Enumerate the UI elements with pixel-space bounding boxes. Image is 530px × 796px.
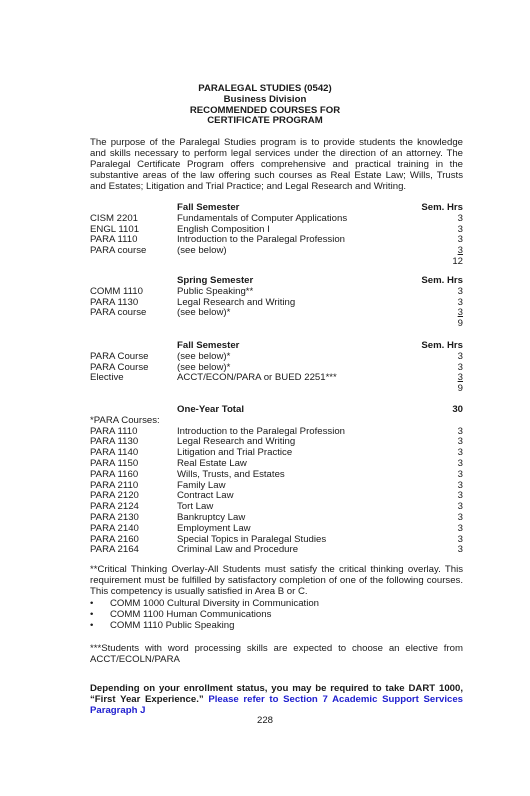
course-name: Litigation and Trial Practice: [177, 447, 293, 459]
course-code: PARA 1110: [90, 425, 138, 437]
word-processing-text: ***Students with word processing skills are expected to choose an elective from ACCT/ECOLN/PARA: [90, 643, 463, 665]
list-item: COMM 1100 Human Communications: [110, 608, 272, 620]
critical-thinking-text: **Critical Thinking Overlay-All Students must satisfy the critical thinking overlay. This requirement must be fulfilled by satisfactory completion of one of the following courses. This competency is usually satisfied in Area B or C.: [90, 564, 463, 597]
course-hours: 3: [457, 544, 463, 556]
course-hours: 3: [457, 296, 463, 308]
bullet-icon: •: [90, 598, 94, 609]
course-name: (see below)*: [177, 361, 231, 373]
intro-paragraph: [90, 137, 463, 192]
course-hours: 3: [457, 501, 463, 513]
course-hours: 3: [457, 245, 463, 257]
one-year-title: One-Year Total: [177, 404, 244, 415]
course-hours: 3: [457, 307, 463, 319]
course-name: (see below)*: [177, 307, 231, 319]
course-code: PARA 2110: [90, 479, 139, 491]
course-hours: 3: [457, 447, 463, 459]
one-year-total: 30: [452, 404, 463, 415]
title-line-4: CERTIFICATE PROGRAM: [207, 115, 323, 127]
course-name: Wills, Trusts, and Estates: [177, 468, 285, 480]
fall-semester-1: [90, 202, 463, 267]
title-line-3: RECOMMENDED COURSES FOR: [189, 104, 341, 116]
course-name: Introduction to the Paralegal Profession: [177, 425, 345, 437]
course-code: PARA course: [90, 245, 147, 257]
course-name: Introduction to the Paralegal Profession: [177, 234, 345, 246]
document-title: [0, 84, 530, 127]
semester-total: 9: [457, 383, 463, 395]
course-hours: 3: [457, 511, 463, 523]
course-code: PARA 2160: [90, 533, 139, 545]
course-hours: 3: [457, 361, 463, 373]
course-code: PARA 1130: [90, 436, 139, 448]
course-hours: 3: [457, 372, 463, 384]
course-code: PARA 1160: [90, 468, 139, 480]
course-name: Contract Law: [177, 490, 234, 502]
bullet-icon: •: [90, 619, 94, 631]
title-line-2: Business Division: [223, 93, 307, 105]
course-name: (see below): [177, 245, 227, 257]
course-code: PARA 2164: [90, 544, 139, 556]
course-code: PARA Course: [90, 361, 149, 373]
course-code: PARA 2140: [90, 522, 139, 534]
word-processing-note: [90, 643, 463, 665]
hrs-header: Sem. Hrs: [421, 275, 463, 286]
course-code: PARA 1110: [90, 234, 138, 246]
course-name: (see below)*: [177, 350, 231, 362]
course-code: PARA 1150: [90, 457, 139, 469]
course-code: COMM 1110: [90, 285, 143, 297]
semester-total: 9: [457, 318, 463, 330]
course-code: CISM 2201: [90, 212, 138, 224]
course-hours: 3: [457, 234, 463, 246]
enrollment-note: [90, 683, 463, 716]
course-name: Employment Law: [177, 522, 251, 534]
course-hours: 3: [457, 425, 463, 437]
course-hours: 3: [457, 212, 463, 224]
course-hours: 3: [457, 533, 463, 545]
bullet-icon: •: [90, 608, 94, 620]
section-reference-link[interactable]: Please refer to Section 7 Academic Support Services Paragraph J: [90, 694, 463, 716]
intro-text: The purpose of the Paralegal Studies program is to provide students the knowledge and skills necessary to perform legal services under the direction of an attorney. The Paralegal Certificate Program offers comprehensive and practical training in the substantive areas of the law offering such courses as Real Estate Law; Wills, Trusts and Estates; Litigation and Trial Practice; and Legal Research and Writing.: [90, 137, 463, 192]
course-hours: 3: [457, 223, 463, 235]
course-name: Legal Research and Writing: [177, 436, 296, 448]
one-year-total-section: [90, 404, 463, 555]
course-code: PARA 2120: [90, 490, 139, 502]
course-name: Public Speaking**: [177, 285, 254, 297]
list-item: COMM 1110 Public Speaking: [110, 619, 235, 631]
semester-title: Fall Semester: [177, 202, 240, 213]
page-number: 228: [256, 715, 273, 726]
para-courses-label: *PARA Courses:: [90, 414, 160, 426]
course-name: Family Law: [177, 479, 226, 491]
course-name: Criminal Law and Procedure: [177, 544, 299, 556]
hrs-header: Sem. Hrs: [421, 340, 463, 351]
course-hours: 3: [457, 522, 463, 534]
course-name: Tort Law: [177, 501, 214, 513]
list-item: COMM 1000 Cultural Diversity in Communication: [110, 598, 319, 609]
course-hours: 3: [457, 436, 463, 448]
course-hours: 3: [457, 468, 463, 480]
critical-thinking-note: [90, 564, 463, 597]
course-hours: 3: [457, 490, 463, 502]
fall-semester-2: [90, 340, 463, 394]
course-hours: 3: [457, 457, 463, 469]
course-name: ACCT/ECON/PARA or BUED 2251***: [177, 372, 337, 384]
course-hours: 3: [457, 350, 463, 362]
semester-title: Fall Semester: [177, 340, 240, 351]
comm-course-list: [90, 598, 463, 630]
course-code: PARA Course: [90, 350, 149, 362]
spring-semester: [90, 275, 463, 329]
title-line-1: PARALEGAL STUDIES (0542): [198, 83, 332, 94]
semester-title: Spring Semester: [177, 275, 254, 286]
course-name: Special Topics in Paralegal Studies: [177, 533, 327, 545]
enrollment-text: Depending on your enrollment status, you may be required to take DART 1000, “First Year Experience.”: [90, 683, 463, 705]
course-code: ENGL 1101: [90, 223, 140, 235]
course-hours: 3: [457, 285, 463, 297]
course-name: Fundamentals of Computer Applications: [177, 212, 348, 224]
course-name: English Composition I: [177, 223, 270, 235]
course-code: PARA 2130: [90, 511, 139, 523]
hrs-header: Sem. Hrs: [421, 202, 463, 213]
course-code: PARA 2124: [90, 501, 139, 513]
course-code: PARA course: [90, 307, 147, 319]
course-name: Bankruptcy Law: [177, 511, 246, 523]
course-name: Real Estate Law: [177, 457, 247, 469]
semester-total: 12: [452, 255, 463, 267]
course-name: Legal Research and Writing: [177, 296, 296, 308]
course-code: PARA 1130: [90, 296, 139, 308]
course-hours: 3: [457, 479, 463, 491]
course-code: PARA 1140: [90, 447, 139, 459]
course-code: Elective: [90, 372, 124, 384]
